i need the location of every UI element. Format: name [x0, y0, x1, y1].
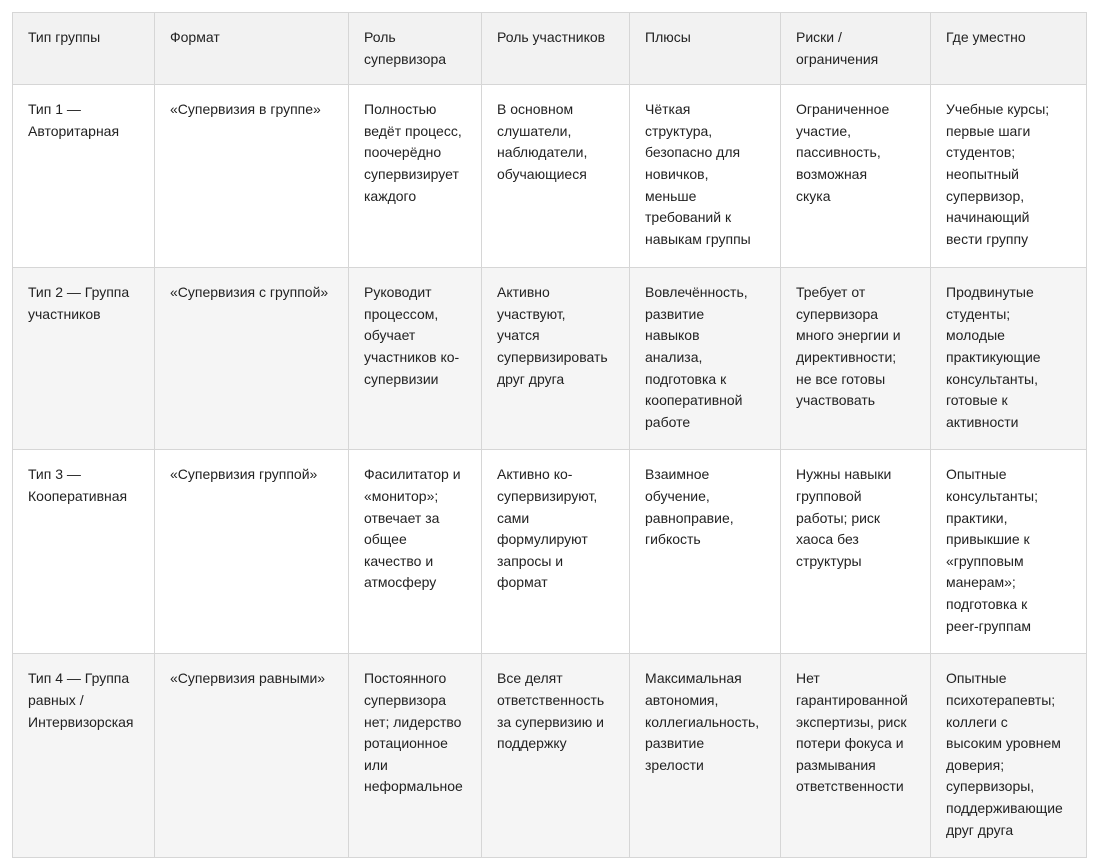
cell-risks: Требует от супервизора много энергии и директивности; не все готовы участвовать — [781, 268, 931, 450]
header-participant-role: Роль участников — [482, 13, 630, 85]
cell-pros: Максимальная автономия, коллегиальность, развитие зрелости — [630, 654, 781, 858]
cell-format: «Супервизия в группе» — [155, 85, 349, 268]
cell-where-appropriate: Опытные психотерапевты; коллеги с высоким уровнем доверия; супервизоры, поддерживающие друг друга — [931, 654, 1087, 858]
cell-where-appropriate: Учебные курсы; первые шаги студентов; неопытный супервизор, начинающий вести группу — [931, 85, 1087, 268]
cell-supervisor-role: Руководит процессом, обучает участников ко- супервизии — [349, 268, 482, 450]
cell-participant-role: Активно ко- супервизируют, сами формулируют запросы и формат — [482, 450, 630, 654]
header-group-type: Тип группы — [13, 13, 155, 85]
cell-format: «Супервизия группой» — [155, 450, 349, 654]
cell-participant-role: Все делят ответственность за супервизию и поддержку — [482, 654, 630, 858]
cell-format: «Супервизия равными» — [155, 654, 349, 858]
cell-participant-role: Активно участвуют, учатся супервизировать друг друга — [482, 268, 630, 450]
comparison-table-wrapper — [12, 12, 1087, 858]
header-format: Формат — [155, 13, 349, 85]
cell-participant-role: В основном слушатели, наблюдатели, обучающиеся — [482, 85, 630, 268]
supervision-group-types-table — [12, 12, 1087, 858]
header-pros: Плюсы — [630, 13, 781, 85]
table-row — [13, 85, 1087, 268]
cell-pros: Взаимное обучение, равноправие, гибкость — [630, 450, 781, 654]
cell-where-appropriate: Опытные консультанты; практики, привыкшие к «групповым манерам»; подготовка к peer-группам — [931, 450, 1087, 654]
cell-pros: Чёткая структура, безопасно для новичков, меньше требований к навыкам группы — [630, 85, 781, 268]
cell-supervisor-role: Постоянного супервизора нет; лидерство ротационное или неформальное — [349, 654, 482, 858]
cell-group-type: Тип 3 — Кооперативная — [13, 450, 155, 654]
cell-risks: Ограниченное участие, пассивность, возможная скука — [781, 85, 931, 268]
table-row — [13, 268, 1087, 450]
cell-group-type: Тип 4 — Группа равных / Интервизорская — [13, 654, 155, 858]
cell-risks: Нужны навыки групповой работы; риск хаоса без структуры — [781, 450, 931, 654]
cell-pros: Вовлечённость, развитие навыков анализа, подготовка к кооперативной работе — [630, 268, 781, 450]
cell-format: «Супервизия с группой» — [155, 268, 349, 450]
header-risks: Риски / ограничения — [781, 13, 931, 85]
table-row — [13, 450, 1087, 654]
cell-risks: Нет гарантированной экспертизы, риск потери фокуса и размывания ответственности — [781, 654, 931, 858]
cell-group-type: Тип 1 — Авторитарная — [13, 85, 155, 268]
cell-where-appropriate: Продвинутые студенты; молодые практикующие консультанты, готовые к активности — [931, 268, 1087, 450]
cell-group-type: Тип 2 — Группа участников — [13, 268, 155, 450]
header-where-appropriate: Где уместно — [931, 13, 1087, 85]
header-supervisor-role: Роль супервизора — [349, 13, 482, 85]
cell-supervisor-role: Фасилитатор и «монитор»; отвечает за общее качество и атмосферу — [349, 450, 482, 654]
table-row — [13, 654, 1087, 858]
table-header-row — [13, 13, 1087, 85]
cell-supervisor-role: Полностью ведёт процесс, поочерёдно супервизирует каждого — [349, 85, 482, 268]
